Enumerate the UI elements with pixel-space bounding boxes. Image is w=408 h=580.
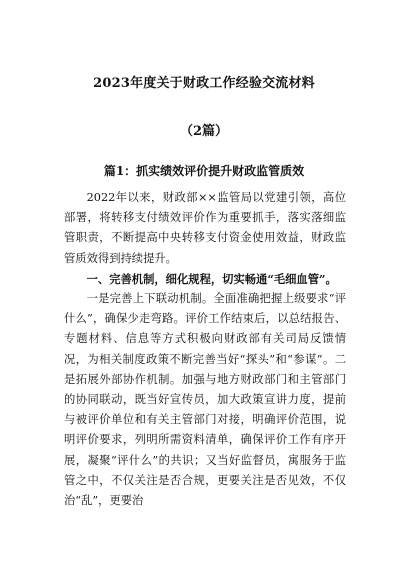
body-paragraph: 一是完善上下联动机制。全面准确把握上级要求“评什么”，确保少走弯路。评价工作结束后，以总结报告、专题材料、信息等方式积极向财政部有关司局反馈情况，为相关制度政策不断完善当好“探头”和“参谋”。二是拓展外部协作机制。加强与地方财政部门和主管部门的协同联动，既当好宣传员，加大政策宣讲力度，提前与被评价单位和有关主管部门对接，明确评价范围，说明评价要求，列明所需资料清单，确保评价工作有序开展，凝聚“评什么”的共识；又当好监督员，寓服务于监管之中，不仅关注是否合规，更要关注是否见效，不仅治“乱”，更要治 xyxy=(64,292,346,508)
document-title: 2023年度关于财政工作经验交流材料 xyxy=(93,76,315,91)
subsection-heading: 一、完善机制，细化规程，切实畅通“毛细血管”。 xyxy=(86,271,337,286)
document-subtitle: （2篇） xyxy=(179,124,229,139)
section-heading: 篇1：抓实绩效评价提升财政监管质效 xyxy=(103,164,305,178)
intro-paragraph: 2022年以来，财政部××监管局以党建引领，高位部署，将转移支付绩效评价作为重要抓手，落实落细监管职责，不断提高中央转移支付资金使用效益，财政监管质效得到持续提升。 xyxy=(64,191,346,265)
document-body xyxy=(64,188,346,511)
